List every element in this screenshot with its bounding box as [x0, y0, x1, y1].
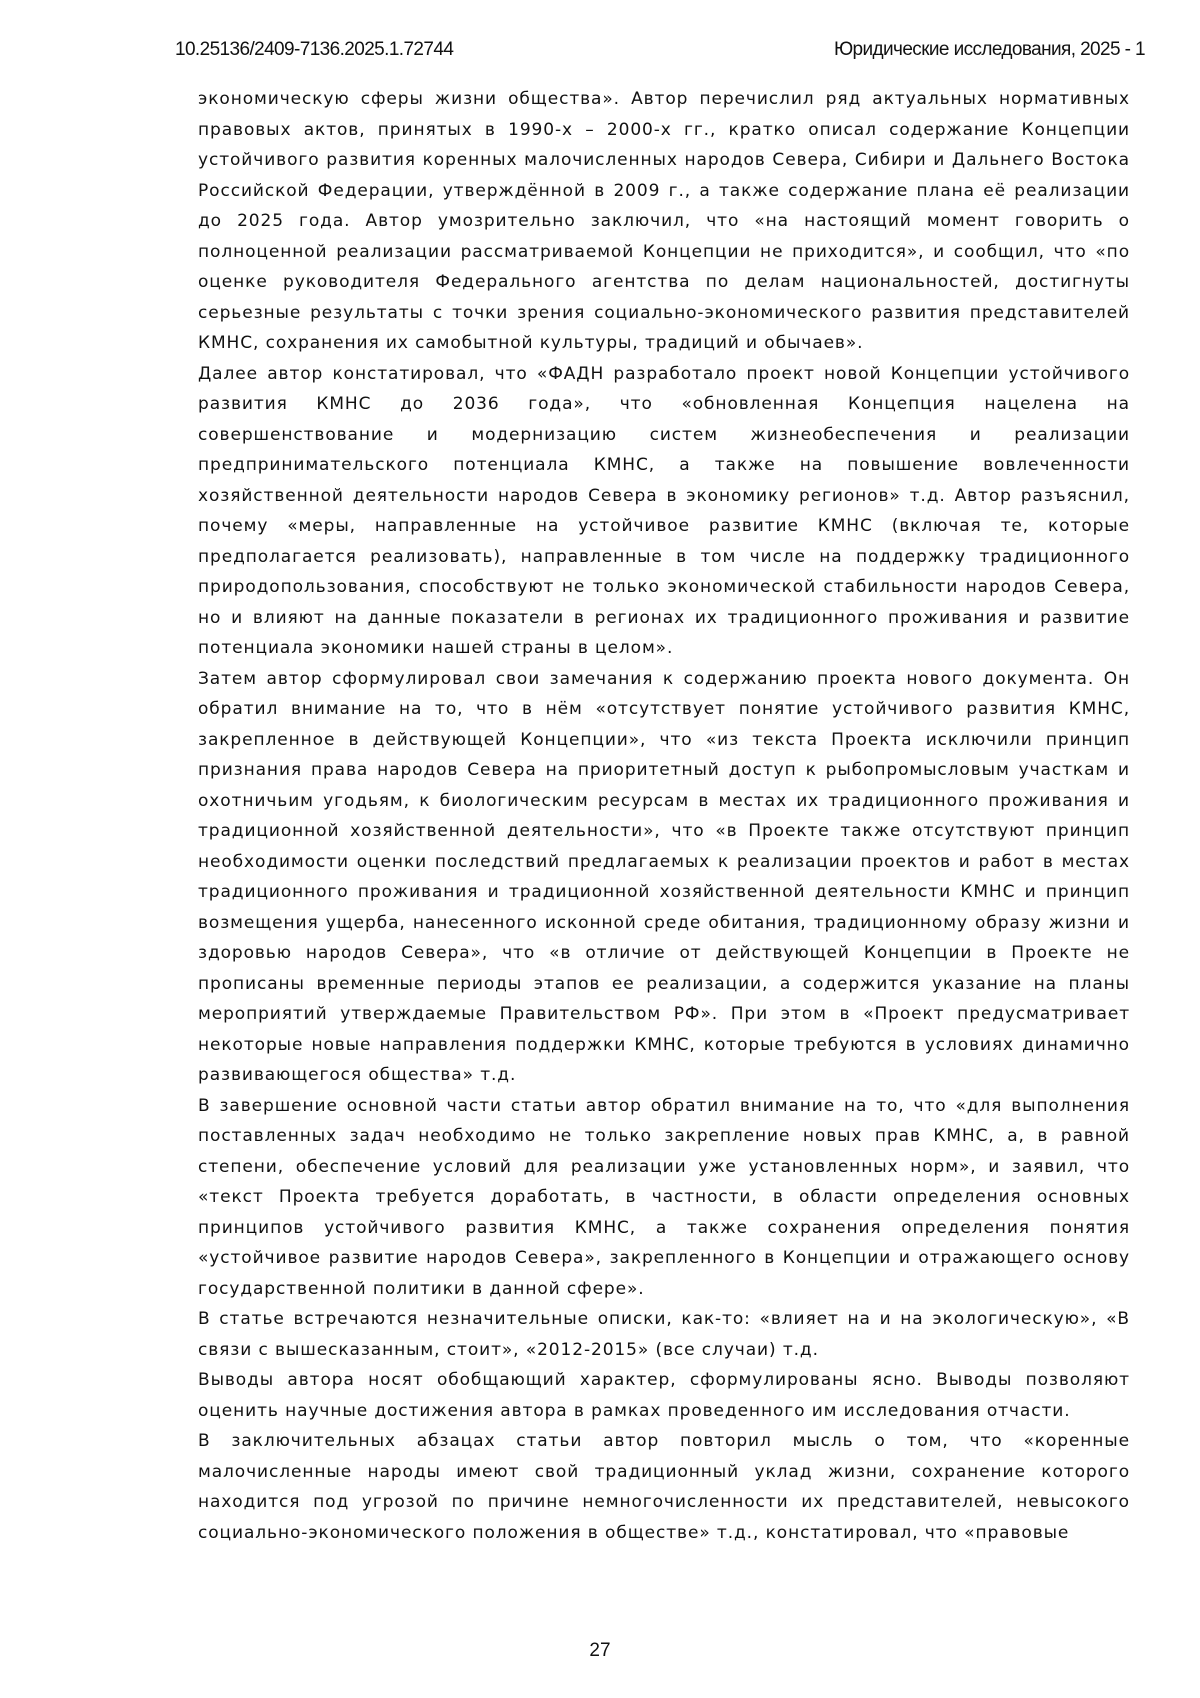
article-body	[198, 84, 1130, 1548]
paragraph: В статье встречаются незначительные описки, как-то: «влияет на и на экологическую», «В связи с вышесказанным, стоит», «2012-2015» (все случаи) т.д.	[198, 1309, 1130, 1360]
paragraph: Затем автор сформулировал свои замечания к содержанию проекта нового документа. Он обратил внимание на то, что в нём «отсутствует понятие устойчивого развития КМНС, закрепленное в действующей Концепции», что «из текста Проекта исключили принцип признания права народов Севера на приоритетный доступ к рыбопромысловым участкам и охотничьим угодьям, к биологическим ресурсам в местах их традиционного проживания и традиционной хозяйственной деятельности», что «в Проекте также отсутствуют принцип необходимости оценки последствий предлагаемых к реализации проектов и работ в местах традиционного проживания и традиционной хозяйственной деятельности КМНС и принцип возмещения ущерба, нанесенного исконной среде обитания, традиционному образу жизни и здоровью народов Севера», что «в отличие от действующей Концепции в Проекте не прописаны временные периоды этапов ее реализации, а содержится указание на планы мероприятий утверждаемые Правительством РФ». При этом в «Проект предусматривает некоторые новые направления поддержки КМНС, которые требуются в условиях динамично развивающегося общества» т.д.	[198, 668, 1130, 1085]
paragraph: экономическую сферы жизни общества». Автор перечислил ряд актуальных нормативных правовых актов, принятых в 1990-х – 2000-х гг., кратко описал содержание Концепции устойчивого развития коренных малочисленных народов Севера, Сибири и Дальнего Востока Российской Федерации, утверждённой в 2009 г., а также содержание плана её реализации до 2025 года. Автор умозрительно заключил, что «на настоящий момент говорить о полноценной реализации рассматриваемой Концепции не приходится», и сообщил, что «по оценке руководителя Федерального агентства по делам национальностей, достигнуты серьезные результаты с точки зрения социально-экономического развития представителей КМНС, сохранения их самобытной культуры, традиций и обычаев».	[198, 89, 1130, 353]
paragraph: Далее автор констатировал, что «ФАДН разработало проект новой Концепции устойчивого развития КМНС до 2036 года», что «обновленная Концепция нацелена на совершенствование и модернизацию систем жизнеобеспечения и реализации предпринимательского потенциала КМНС, а также на повышение вовлеченности хозяйственной деятельности народов Севера в экономику регионов» т.д. Автор разъяснил, почему «меры, направленные на устойчивое развитие КМНС (включая те, которые предполагается реализовать), направленные в том числе на поддержку традиционного природопользования, способствуют не только экономической стабильности народов Севера, но и влияют на данные показатели в регионах их традиционного проживания и развитие потенциала экономики нашей страны в целом».	[198, 363, 1130, 658]
paragraph: В заключительных абзацах статьи автор повторил мысль о том, что «коренные малочисленные народы имеют свой традиционный уклад жизни, сохранение которого находится под угрозой по причине немногочисленности их представителей, невысокого социально-экономического положения в обществе» т.д., констатировал, что «правовые	[198, 1431, 1130, 1543]
page-number: 27	[589, 1640, 611, 1661]
doi-label: 10.25136/2409-7136.2025.1.72744	[175, 39, 454, 60]
paragraph: Выводы автора носят обобщающий характер, сформулированы ясно. Выводы позволяют оценить научные достижения автора в рамках проведенного им исследования отчасти.	[198, 1370, 1130, 1421]
journal-title: Юридические исследования, 2025 - 1	[833, 39, 1145, 60]
page-header	[175, 35, 1145, 65]
paragraph: В завершение основной части статьи автор обратил внимание на то, что «для выполнения поставленных задач необходимо не только закрепление новых прав КМНС, а, в равной степени, обеспечение условий для реализации уже установленных норм», и заявил, что «текст Проекта требуется доработать, в частности, в области определения основных принципов устойчивого развития КМНС, а также сохранения определения понятия «устойчивое развитие народов Севера», закрепленного в Концепции и отражающего основу государственной политики в данной сфере».	[198, 1095, 1130, 1299]
